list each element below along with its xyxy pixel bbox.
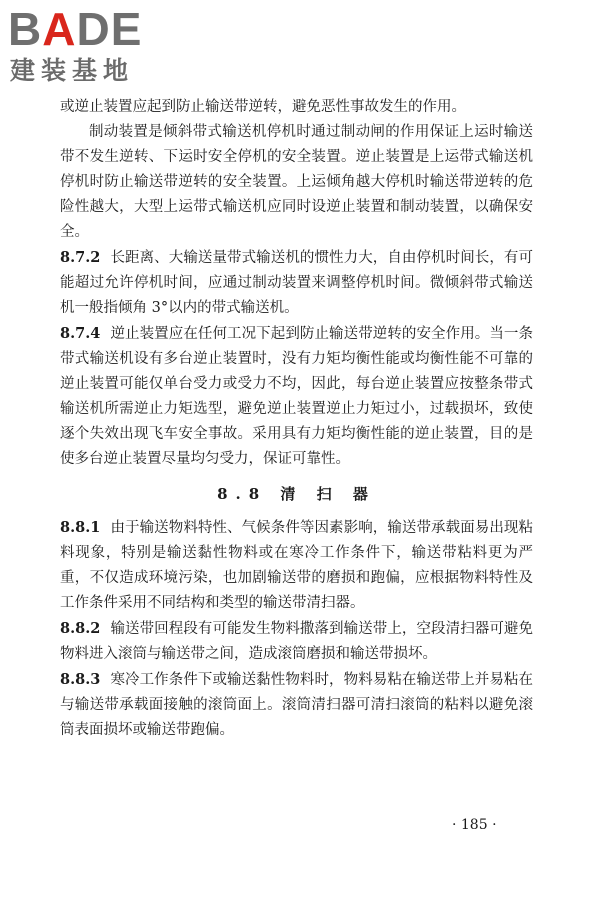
clause-text: 长距离、大输送量带式输送机的惯性力大，自由停机时间长，有可能超过允许停机时间，应通过制动装置来调整停机时间。微倾斜带式输送机一般指倾角 3°以内的带式输送机。	[60, 250, 533, 316]
logo-letters: DE	[76, 3, 143, 55]
paragraph-text: 或逆止装置应起到防止输送带逆转，避免恶性事故发生的作用。	[60, 99, 466, 115]
clause-number: 8.8.1	[60, 519, 101, 536]
clause-number: 8.8.3	[60, 671, 101, 688]
clause-text: 寒冷工作条件下或输送黏性物料时，物料易粘在输送带上并易粘在与输送带承载面接触的滚筒面上。滚筒清扫器可清扫滚筒的粘料以避免滚筒表面损坏或输送带跑偏。	[60, 672, 533, 738]
page-content	[60, 95, 533, 743]
clause-number: 8.7.2	[60, 249, 101, 266]
page-number: · 185 ·	[452, 817, 497, 833]
clause-8-8-3	[60, 667, 533, 743]
paragraph-continuation	[60, 95, 533, 120]
logo-letter: B	[8, 3, 43, 55]
logo-subtitle: 建装基地	[10, 56, 135, 85]
section-heading: 8.8 清 扫 器	[217, 485, 376, 503]
clause-text: 由于输送物料特性、气候条件等因素影响，输送带承载面易出现粘料现象，特别是输送黏性物料或在寒冷工作条件下，输送带粘料更为严重，不仅造成环境污染，也加剧输送带的磨损和跑偏，应根据物料特性及工作条件采用不同结构和类型的输送带清扫器。	[60, 520, 533, 611]
clause-text: 输送带回程段有可能发生物料撒落到输送带上，空段清扫器可避免物料进入滚筒与输送带之间，造成滚筒磨损和输送带损坏。	[60, 621, 533, 662]
brand-logo	[8, 4, 178, 88]
paragraph-text: 制动装置是倾斜带式输送机停机时通过制动闸的作用保证上运时输送带不发生逆转、下运时安全停机的安全装置。逆止装置是上运带式输送机停机时防止输送带逆转的安全装置。上运倾角越大停机时输送带逆转的危险性越大，大型上运带式输送机应同时设逆止装置和制动装置，以确保安全。	[60, 124, 533, 240]
logo-wordmark	[8, 4, 142, 54]
clause-number: 8.7.4	[60, 325, 101, 342]
clause-8-7-2	[60, 245, 533, 321]
clause-8-8-2	[60, 616, 533, 667]
clause-text: 逆止装置应在任何工况下起到防止输送带逆转的安全作用。当一条带式输送机设有多台逆止装置时，没有力矩均衡性能或均衡性能不可靠的逆止装置可能仅单台受力或受力不均，因此，每台逆止装置应按整条带式输送机所需逆止力矩选型，避免逆止装置逆止力矩过小，过载损坏，致使逐个失效出现飞车安全事故。采用具有力矩均衡性能的逆止装置，目的是使多台逆止装置尽量均匀受力，保证可靠性。	[60, 326, 533, 467]
clause-8-7-4	[60, 321, 533, 472]
clause-number: 8.8.2	[60, 620, 101, 637]
logo-accent-letter: A	[42, 3, 77, 55]
paragraph-brake-device	[60, 120, 533, 245]
clause-8-8-1	[60, 515, 533, 616]
